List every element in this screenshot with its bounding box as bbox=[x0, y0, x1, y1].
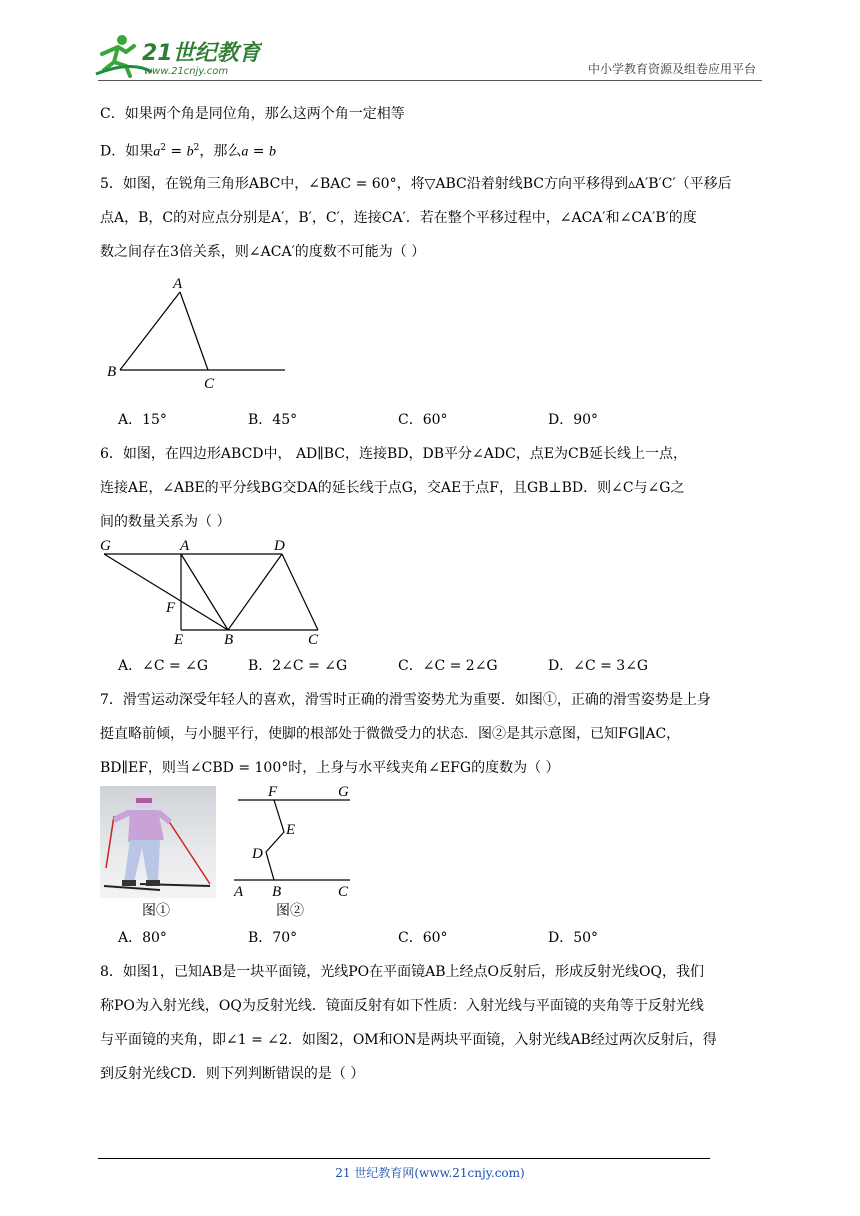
q7-line1: 7．滑雪运动深受年轻人的喜欢，滑雪时正确的滑雪姿势尤为重要．如图①，正确的滑雪姿势是上身 bbox=[100, 692, 711, 708]
q6-label-e: E bbox=[174, 632, 184, 648]
q6-line1: 6．如图，在四边形ABCD中， AD∥BC，连接BD，DB平分∠ADC，点E为CB延长线上一点， bbox=[100, 446, 688, 462]
q5-option-a: A．15° bbox=[118, 412, 167, 428]
q8-line4: 到反射光线CD．则下列判断错误的是（ ） bbox=[100, 1066, 365, 1082]
q7-option-c: C．60° bbox=[398, 930, 448, 946]
q6-label-c: C bbox=[308, 632, 319, 648]
q6-label-f: F bbox=[166, 600, 176, 616]
q6-line3: 间的数量关系为（ ） bbox=[100, 514, 231, 530]
q7-line3: BD∥EF，则当∠CBD = 100°时，上身与水平线夹角∠EFG的度数为（ ） bbox=[100, 760, 560, 776]
q5-label-a: A bbox=[173, 276, 183, 292]
logo-url: www.21cnjy.com bbox=[144, 66, 229, 77]
q5-line1: 5．如图，在锐角三角形ABC中，∠BAC = 60°，将▽ABC沿着射线BC方向平移得到▵A′B′C′（平移后 bbox=[100, 176, 732, 192]
q8-line2: 称PO为入射光线，OQ为反射光线．镜面反射有如下性质：入射光线与平面镜的夹角等于反射光线 bbox=[100, 998, 704, 1014]
logo-runner-icon bbox=[92, 30, 262, 80]
q7-option-a: A．80° bbox=[118, 930, 167, 946]
q6-label-g: G bbox=[100, 538, 111, 554]
q5-option-d: D．90° bbox=[548, 412, 599, 428]
logo-text: 21世纪教育 bbox=[142, 41, 261, 66]
q5-option-c: C．60° bbox=[398, 412, 448, 428]
figure1-caption: 图① bbox=[142, 903, 170, 919]
skier-illustration bbox=[100, 786, 216, 898]
skier-photo bbox=[100, 786, 216, 898]
q5-label-c: C bbox=[204, 376, 215, 392]
q7-label-e: E bbox=[286, 822, 296, 838]
q6-label-b: B bbox=[224, 632, 234, 648]
q6-label-d: D bbox=[274, 538, 285, 554]
q8-line3: 与平面镜的夹角，即∠1 = ∠2．如图2，OM和ON是两块平面镜，入射光线AB经过两次反射后，得 bbox=[100, 1032, 717, 1048]
q6-option-c: C．∠C = 2∠G bbox=[398, 658, 498, 674]
header-rule bbox=[98, 80, 762, 81]
footer-rule bbox=[98, 1158, 710, 1159]
q6-line2: 连接AE，∠ABE的平分线BG交DA的延长线于点G，交AE于点F，且GB⊥BD．则∠C与∠G之 bbox=[100, 480, 685, 496]
q8-line1: 8．如图1，已知AB是一块平面镜，光线PO在平面镜AB上经点O反射后，形成反射光线OQ，我们 bbox=[100, 964, 704, 980]
q5-line2: 点A，B，C的对应点分别是A′，B′，C′，连接CA′．若在整个平移过程中，∠ACA′和∠CA′B′的度 bbox=[100, 210, 697, 226]
figure2-caption: 图② bbox=[276, 903, 304, 919]
q7-option-d: D．50° bbox=[548, 930, 599, 946]
platform-title: 中小学教育资源及组卷应用平台 bbox=[587, 62, 756, 76]
footer-link[interactable]: 21 世纪教育网(www.21cnjy.com) bbox=[335, 1166, 525, 1180]
q7-label-f: F bbox=[268, 784, 278, 800]
q6-quadrilateral-figure bbox=[96, 536, 336, 648]
site-logo bbox=[92, 30, 262, 80]
q6-label-a: A bbox=[180, 538, 190, 554]
q5-label-b: B bbox=[107, 364, 117, 380]
q6-option-a: A．∠C = ∠G bbox=[118, 658, 209, 674]
q7-label-d: D bbox=[252, 846, 263, 862]
q6-option-b: B．2∠C = ∠G bbox=[248, 658, 348, 674]
q7-label-g: G bbox=[338, 784, 349, 800]
q7-label-a: A bbox=[234, 884, 244, 900]
q7-label-c: C bbox=[338, 884, 349, 900]
q7-line2: 挺直略前倾，与小腿平行，使脚的根部处于微微受力的状态．图②是其示意图，已知FG∥AC， bbox=[100, 726, 681, 742]
q4-option-d: D．如果$a^2 = b^2$，那么a = b bbox=[100, 143, 276, 160]
q5-option-b: B．45° bbox=[248, 412, 298, 428]
q7-skiing-diagram bbox=[226, 782, 366, 900]
q7-option-b: B．70° bbox=[248, 930, 298, 946]
q4-option-c: C．如果两个角是同位角，那么这两个角一定相等 bbox=[100, 106, 405, 122]
q7-label-b: B bbox=[272, 884, 282, 900]
q5-line3: 数之间存在3倍关系，则∠ACA′的度数不可能为（ ） bbox=[100, 244, 426, 260]
q5-triangle-figure bbox=[100, 272, 300, 392]
q6-option-d: D．∠C = 3∠G bbox=[548, 658, 649, 674]
